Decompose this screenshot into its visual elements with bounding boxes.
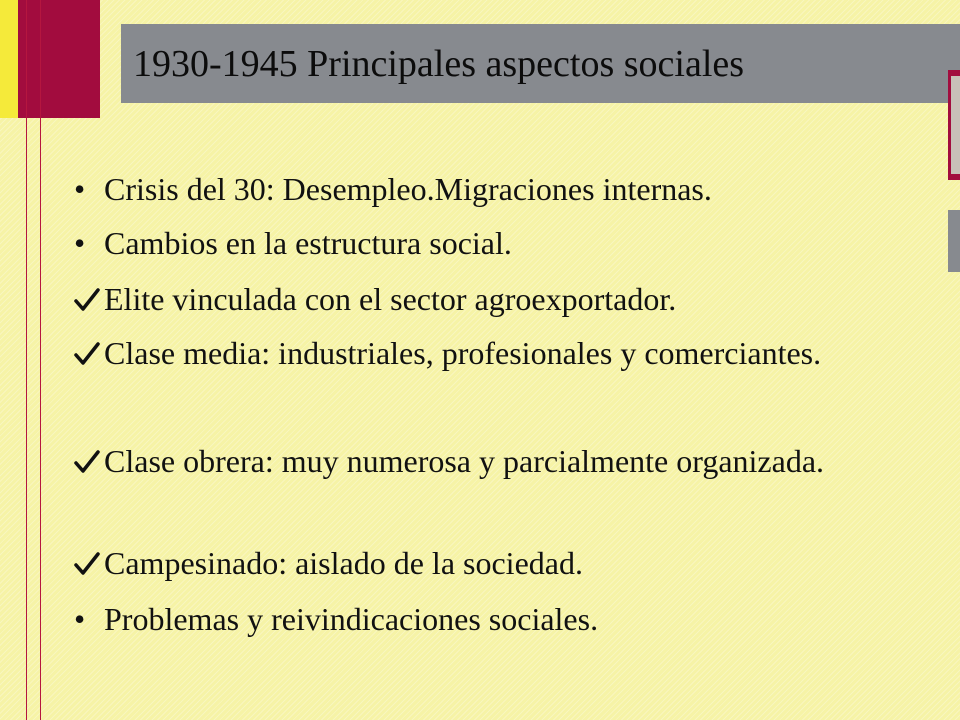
check-icon (74, 544, 102, 582)
list-item (74, 334, 954, 372)
list-item-text: Clase obrera: muy numerosa y parcialmente organizada. (104, 443, 825, 479)
check-icon (74, 442, 102, 480)
list-item (74, 442, 954, 480)
check-icon (74, 334, 102, 372)
list-item (74, 600, 954, 638)
list-item-text: Campesinado: aislado de la sociedad. (104, 545, 583, 581)
list-item-text: Clase media: industriales, profesionales y comerciantes. (104, 335, 822, 371)
list-item (74, 224, 954, 262)
list-item-text: Problemas y reivindicaciones sociales. (104, 601, 599, 637)
list-item-text: Elite vinculada con el sector agroexportador. (104, 281, 677, 317)
list-item-text: Crisis del 30: Desempleo.Migraciones internas. (104, 171, 712, 207)
list-item (74, 170, 954, 208)
list-item (74, 544, 954, 582)
check-icon (74, 280, 102, 318)
list-item-text: Cambios en la estructura social. (104, 225, 512, 261)
bullet-marker: • (74, 171, 86, 207)
slide-title: 1930-1945 Principales aspectos sociales (133, 43, 745, 85)
bullet-marker: • (74, 601, 86, 637)
bullet-marker: • (74, 225, 86, 261)
list-item (74, 280, 954, 318)
